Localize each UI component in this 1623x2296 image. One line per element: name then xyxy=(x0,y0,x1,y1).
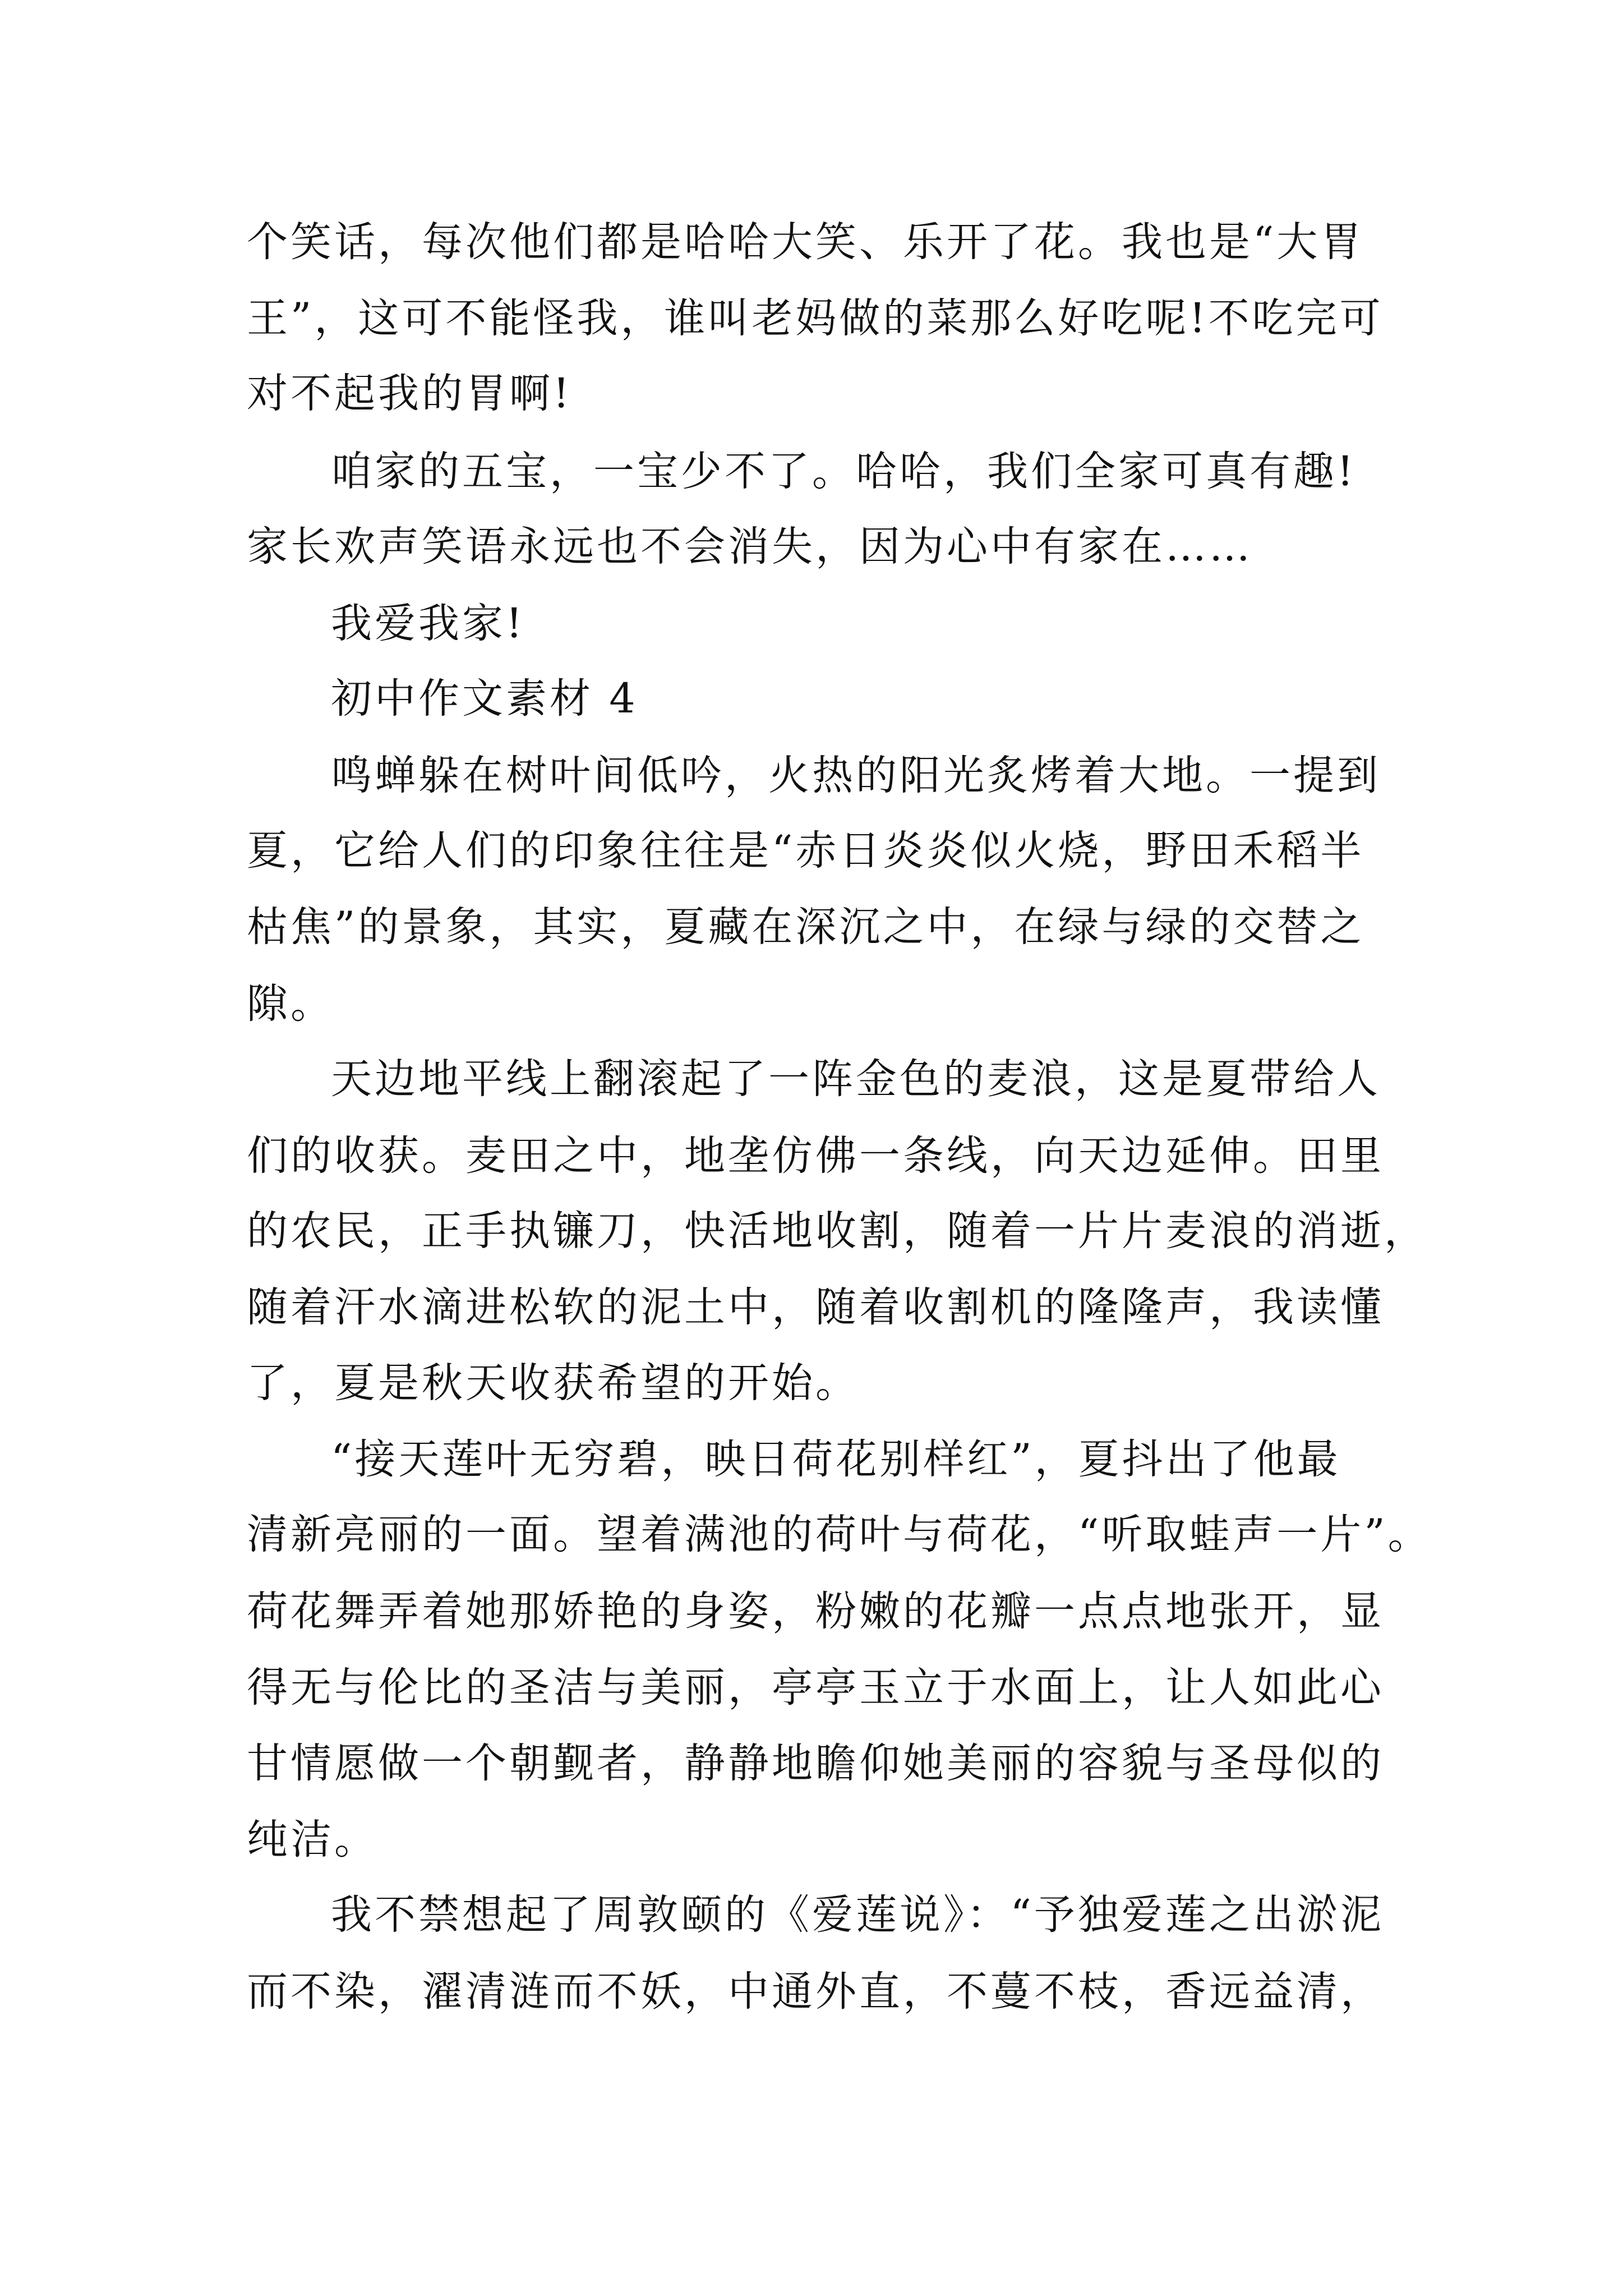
text-line: 们的收获。麦田之中，地垄仿佛一条线，向天边延伸。田里 xyxy=(247,1132,1384,1180)
text-line: 荷花舞弄着她那娇艳的身姿，粉嫩的花瓣一点点地张开，显 xyxy=(247,1588,1384,1635)
section-heading: 初中作文素材 4 xyxy=(331,675,638,723)
text-line: 清新亮丽的一面。望着满池的荷叶与荷花，“听取蛙声一片”。 xyxy=(247,1511,1432,1558)
text-line: 得无与伦比的圣洁与美丽，亭亭玉立于水面上，让人如此心 xyxy=(247,1664,1384,1711)
text-line: 隙。 xyxy=(247,980,334,1028)
text-line: 枯焦”的景象，其实，夏藏在深沉之中，在绿与绿的交替之 xyxy=(247,903,1364,951)
text-line: 对不起我的胃啊! xyxy=(247,370,573,417)
text-line: 我爱我家! xyxy=(331,600,525,647)
text-line: 咱家的五宝，一宝少不了。哈哈，我们全家可真有趣! xyxy=(331,448,1357,495)
text-line: 纯洁。 xyxy=(247,1816,378,1864)
text-line: 随着汗水滴进松软的泥土中，随着收割机的隆隆声，我读懂 xyxy=(247,1283,1384,1331)
text-line: 个笑话，每次他们都是哈哈大笑、乐开了花。我也是“大胃 xyxy=(247,218,1364,266)
text-line: 的农民，正手执镰刀，快活地收割，随着一片片麦浪的消逝， xyxy=(247,1207,1428,1255)
text-line: “接天莲叶无穷碧，映日荷花别样红”，夏抖出了他最 xyxy=(331,1435,1341,1483)
text-line: 而不染，濯清涟而不妖，中通外直，不蔓不枝，香远益清， xyxy=(247,1968,1384,2016)
text-line: 夏，它给人们的印象往往是“赤日炎炎似火烧，野田禾稻半 xyxy=(247,827,1364,875)
text-line: 王”，这可不能怪我，谁叫老妈做的菜那么好吃呢!不吃完可 xyxy=(247,295,1384,342)
text-line: 家长欢声笑语永远也不会消失，因为心中有家在…… xyxy=(247,523,1253,570)
text-line: 了，夏是秋天收获希望的开始。 xyxy=(247,1359,859,1407)
text-line: 甘情愿做一个朝觐者，静静地瞻仰她美丽的容貌与圣母似的 xyxy=(247,1740,1384,1787)
text-line: 天边地平线上翻滚起了一阵金色的麦浪，这是夏带给人 xyxy=(331,1055,1381,1103)
text-line: 鸣蝉躲在树叶间低吟，火热的阳光炙烤着大地。一提到 xyxy=(331,752,1381,799)
text-line: 我不禁想起了周敦颐的《爱莲说》：“予独爱莲之出淤泥 xyxy=(331,1891,1384,1939)
